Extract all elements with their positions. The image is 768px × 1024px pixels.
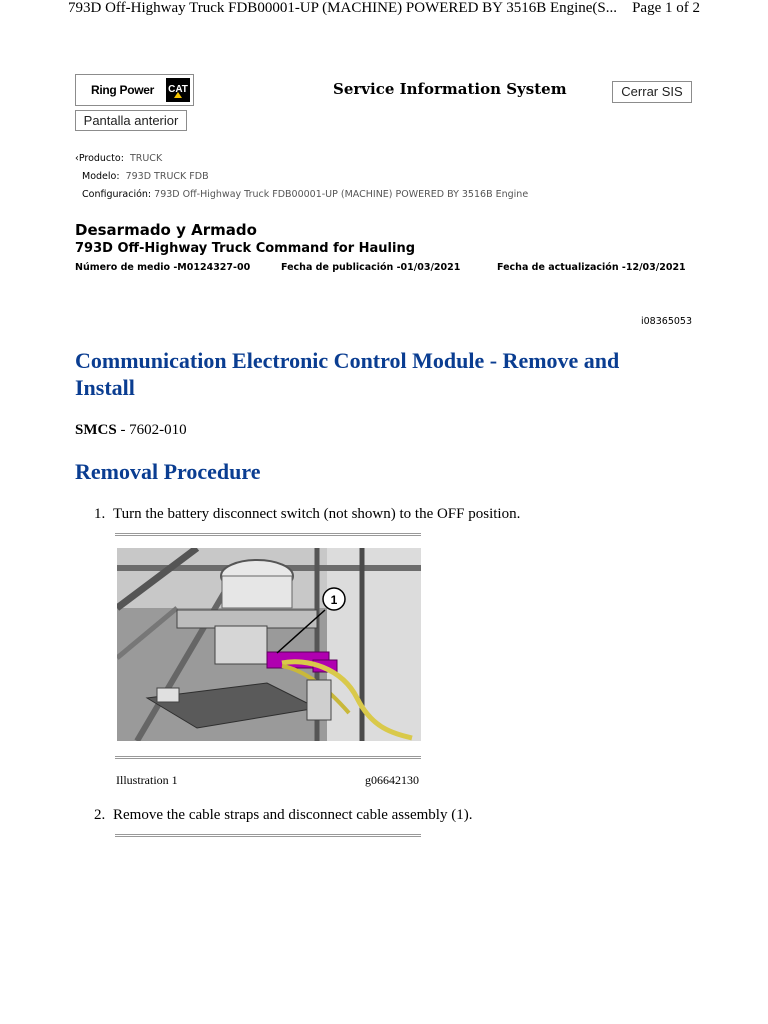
step-number: 2. [94,807,106,823]
page-number: Page 1 of 2 [632,0,700,16]
page-title: Communication Electronic Control Module - Remove and Install [75,348,620,400]
step-text: Remove the cable straps and disconnect cable assembly (1). [113,807,473,823]
step-number: 1. [94,506,106,522]
product-label: Producto: [78,153,124,164]
print-title: 793D Off-Highway Truck FDB00001-UP (MACHINE) POWERED BY 3516B Engine(S... [68,0,618,16]
removal-procedure-heading: Removal Procedure [75,459,261,484]
document-id: i08365053 [641,316,692,327]
product-value: TRUCK [129,153,163,164]
step-text: Turn the battery disconnect switch (not shown) to the OFF position. [113,506,521,522]
configuration-value: 793D Off-Highway Truck FDB00001-UP (MACHINE) POWERED BY 3516B Engine [154,189,529,200]
divider [115,834,421,837]
model-label: Modelo: [82,171,120,182]
publication-date: Fecha de publicación -01/03/2021 [281,262,461,273]
section-title: Desarmado y Armado [75,221,257,239]
step-item [94,506,520,523]
smcs-code [75,422,187,439]
update-date: Fecha de actualización -12/03/2021 [497,262,686,273]
configuration-label: Configuración: [82,189,152,200]
configuration-row [82,189,528,200]
illustration-id: g06642130 [365,773,419,787]
callout-label: 1 [330,593,338,607]
product-row [75,153,162,164]
print-header [0,0,768,20]
illustration-image [117,548,421,741]
system-title: Service Information System [333,80,567,98]
section-subtitle: 793D Off-Highway Truck Command for Hauling [75,241,416,256]
divider [115,756,421,759]
close-sis-button[interactable]: Cerrar SIS [612,81,692,103]
dealer-name: Ring Power [91,83,155,97]
divider [115,533,421,536]
back-arrow-icon[interactable]: ‹ [75,153,79,164]
previous-screen-button[interactable]: Pantalla anterior [75,110,187,131]
model-row [82,171,209,182]
illustration-caption: Illustration 1 [116,773,178,787]
dealer-logo [75,74,194,106]
smcs-value: - 7602-010 [116,422,187,438]
smcs-label: SMCS [75,422,117,438]
step-item [94,807,472,824]
cat-logo-icon: CAT [166,78,190,102]
media-number: Número de medio -M0124327-00 [75,262,251,273]
model-value: 793D TRUCK FDB [125,171,209,182]
